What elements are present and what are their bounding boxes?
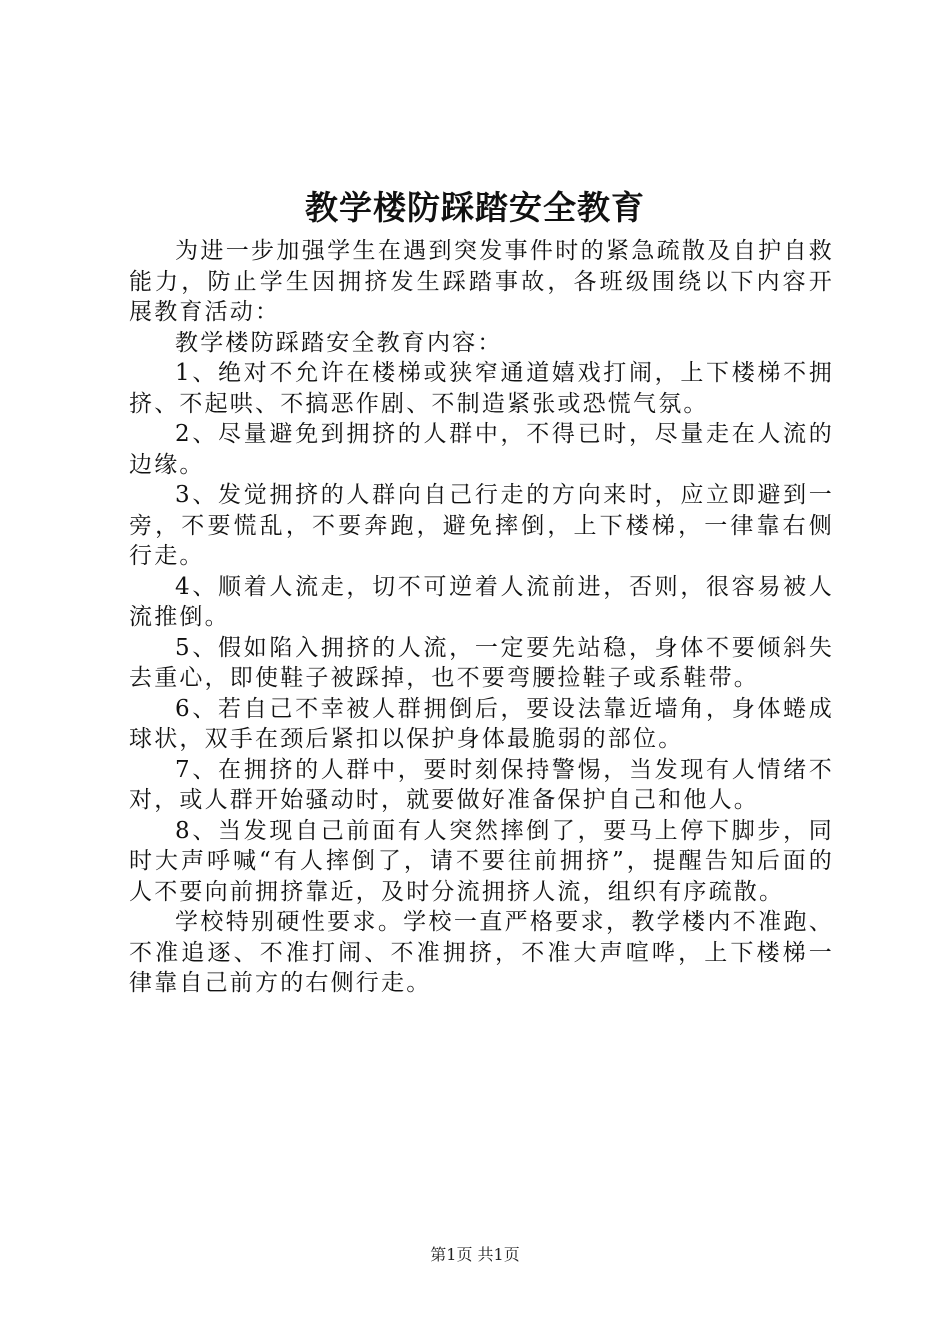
school-requirement-paragraph: 学校特别硬性要求。学校一直严格要求，教学楼内不准跑、不准追逐、不准打闹、不准拥挤，不准大声喧哗，上下楼梯一律靠自己前方的右侧行走。 [129, 909, 834, 996]
page-number: 第1页 [430, 1245, 473, 1264]
section-heading: 教学楼防踩踏安全教育内容： [175, 329, 503, 356]
document-body [129, 236, 834, 999]
rule-item-6: 6、若自己不幸被人群拥倒后，要设法靠近墙角，身体蜷成球状，双手在颈后紧扣以保护身体最脆弱的部位。 [129, 695, 834, 752]
rule-item-3: 3、发觉拥挤的人群向自己行走的方向来时，应立即避到一旁，不要慌乱，不要奔跑，避免摔倒，上下楼梯，一律靠右侧行走。 [129, 482, 834, 569]
intro-paragraph: 为进一步加强学生在遇到突发事件时的紧急疏散及自护自救能力，防止学生因拥挤发生踩踏事故，各班级围绕以下内容开展教育活动： [129, 238, 834, 325]
page-total: 共1页 [477, 1245, 520, 1264]
rule-item-5: 5、假如陷入拥挤的人流，一定要先站稳，身体不要倾斜失去重心，即使鞋子被踩掉，也不要弯腰捡鞋子或系鞋带。 [129, 634, 834, 691]
rule-item-8: 8、当发现自己前面有人突然摔倒了，要马上停下脚步，同时大声呼喊“有人摔倒了，请不要往前拥挤”，提醒告知后面的人不要向前拥挤靠近，及时分流拥挤人流，组织有序疏散。 [129, 817, 834, 905]
rule-item-4: 4、顺着人流走，切不可逆着人流前进，否则，很容易被人流推倒。 [129, 573, 834, 630]
rule-item-1: 1、绝对不允许在楼梯或狭窄通道嬉戏打闹，上下楼梯不拥挤、不起哄、不搞恶作剧、不制造紧张或恐慌气氛。 [129, 360, 834, 417]
document-title: 教学楼防踩踏安全教育 [305, 188, 645, 227]
rule-item-2: 2、尽量避免到拥挤的人群中，不得已时，尽量走在人流的边缘。 [129, 421, 834, 478]
rule-item-7: 7、在拥挤的人群中，要时刻保持警惕，当发现有人情绪不对，或人群开始骚动时，就要做好准备保护自己和他人。 [129, 756, 834, 813]
page-footer [0, 1244, 950, 1266]
